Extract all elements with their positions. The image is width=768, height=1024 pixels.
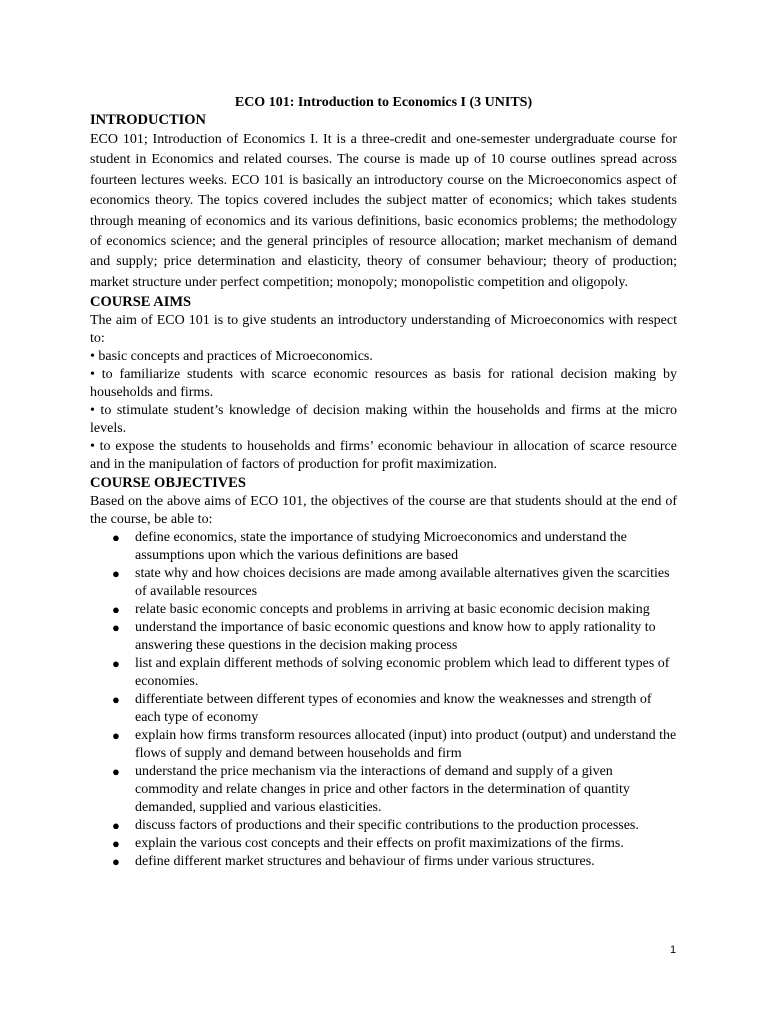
bullet-icon: ●: [112, 602, 120, 618]
objective-text: relate basic economic concepts and problems in arriving at basic economic decision making: [135, 602, 650, 618]
course-objectives-intro: Based on the above aims of ECO 101, the objectives of the course are that students should at the end of the course, be able to:: [90, 494, 677, 528]
objective-text: discuss factors of productions and their specific contributions to the production processes.: [135, 818, 639, 834]
course-aims-heading: COURSE AIMS: [90, 294, 192, 311]
bullet-icon: ●: [112, 836, 120, 852]
list-item: [90, 565, 677, 601]
course-objectives-list: [90, 529, 677, 871]
list-item: [90, 529, 677, 565]
objective-text: explain how firms transform resources allocated (input) into product (output) and understand the flows of supply and demand between households and firm: [135, 728, 677, 762]
bullet-icon: ●: [112, 656, 120, 672]
objective-text: list and explain different methods of solving economic problem which lead to different types of economies.: [135, 656, 670, 690]
list-item: [90, 601, 677, 619]
bullet-icon: ●: [112, 854, 120, 870]
bullet-icon: ●: [112, 566, 120, 582]
course-aim-item: • to expose the students to households and firms’ economic behaviour in allocation of scarce resource and in the manipulation of factors of production for profit maximization.: [90, 439, 677, 473]
course-aims-intro: The aim of ECO 101 is to give students an introductory understanding of Microeconomics with respect to:: [90, 313, 677, 347]
page-number: 1: [670, 944, 677, 956]
course-aim-item: • to familiarize students with scarce economic resources as basis for rational decision making by households and firms.: [90, 367, 677, 401]
list-item: [90, 619, 677, 655]
list-item: [90, 853, 677, 871]
bullet-icon: ●: [112, 620, 120, 636]
bullet-icon: ●: [112, 818, 120, 834]
objective-text: understand the importance of basic economic questions and know how to apply rationality to answering these questions in the decision making process: [135, 620, 656, 654]
course-objectives-heading: COURSE OBJECTIVES: [90, 475, 246, 492]
bullet-icon: ●: [112, 728, 120, 744]
document-page: [90, 94, 677, 871]
objective-text: define economics, state the importance of studying Microeconomics and understand the assumptions upon which the various definitions are based: [135, 530, 627, 564]
bullet-icon: ●: [112, 530, 120, 546]
bullet-icon: ●: [112, 692, 120, 708]
objective-text: state why and how choices decisions are made among available alternatives given the scarcities of available resources: [135, 566, 670, 600]
objective-text: understand the price mechanism via the interactions of demand and supply of a given commodity and relate changes in price and other factors in the determination of quantity demanded, supplied and various elasticities.: [135, 764, 630, 816]
objective-text: explain the various cost concepts and their effects on profit maximizations of the firms.: [135, 836, 624, 852]
objective-text: differentiate between different types of economies and know the weaknesses and strength of each type of economy: [135, 692, 652, 726]
list-item: [90, 835, 677, 853]
list-item: [90, 655, 677, 691]
bullet-icon: ●: [112, 764, 120, 780]
list-item: [90, 817, 677, 835]
introduction-paragraph: ECO 101; Introduction of Economics I. It is a three-credit and one-semester undergraduate course for student in Economics and related courses. The course is made up of 10 course outlines spread across fourteen lectures weeks. ECO 101 is basically an introductory course on the Microeconomics aspect of economics theory. The topics covered includes the subject matter of economics; which takes students through meaning of economics and its various definitions, basic economics problems; the methodology of economics science; and the general principles of resource allocation; market mechanism of demand and supply; price determination and elasticity, theory of consumer behaviour; theory of production; market structure under perfect competition; monopoly; monopolistic competition and oligopoly.: [90, 132, 677, 290]
course-aim-item: • to stimulate student’s knowledge of decision making within the households and firms at the micro levels.: [90, 403, 677, 437]
introduction-heading: INTRODUCTION: [90, 112, 207, 128]
objective-text: define different market structures and behaviour of firms under various structures.: [135, 854, 595, 870]
list-item: [90, 763, 677, 817]
list-item: [90, 691, 677, 727]
course-aim-item: • basic concepts and practices of Microeconomics.: [90, 349, 373, 365]
document-title: ECO 101: Introduction to Economics I (3 UNITS): [234, 95, 533, 110]
list-item: [90, 727, 677, 763]
